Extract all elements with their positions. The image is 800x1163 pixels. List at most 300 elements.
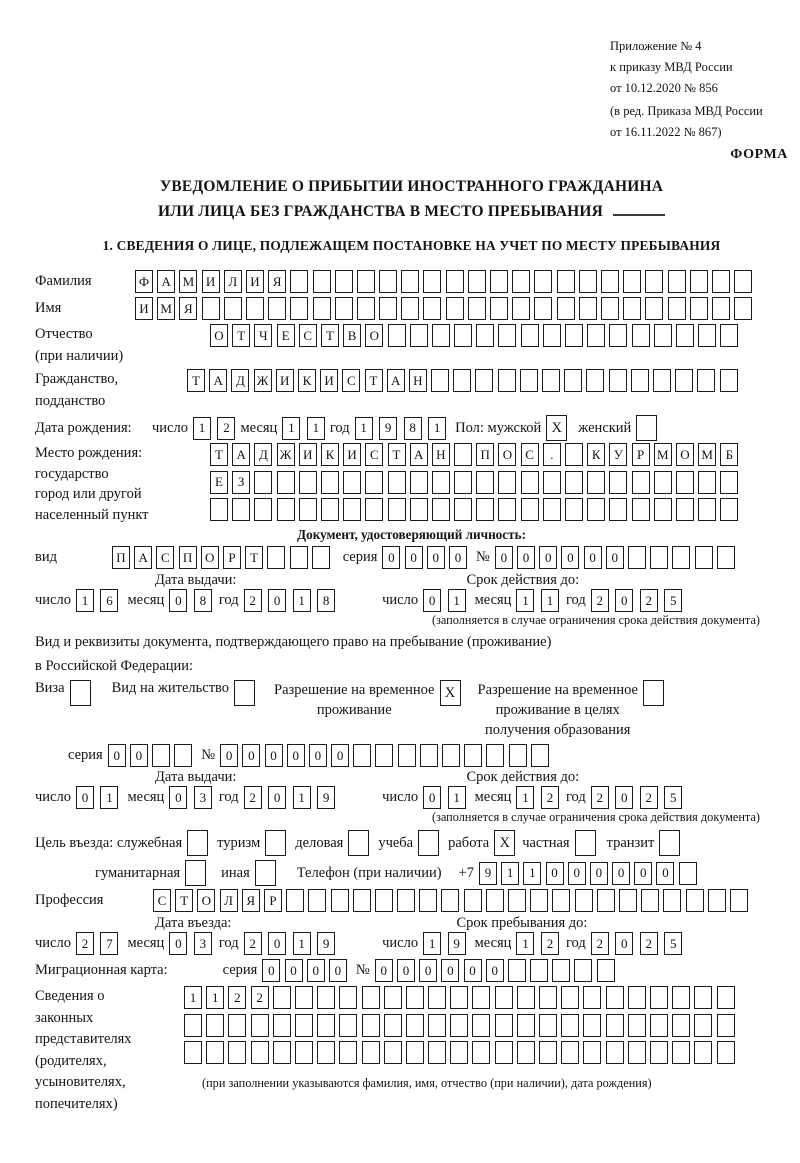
entry-year-cells-cell[interactable]: 1 (293, 932, 311, 955)
birth-year-cells-cell[interactable]: 1 (428, 417, 446, 440)
representatives-cells-1-cell[interactable] (339, 986, 357, 1009)
profession-cells-cell[interactable]: Я (242, 889, 260, 912)
patronymic-cells-cell[interactable] (543, 324, 561, 347)
migration-number-cells-cell[interactable]: 0 (486, 959, 504, 982)
permit-valid-day-cells-cell[interactable]: 0 (423, 786, 441, 809)
birthplace-cells-1-cell[interactable]: А (232, 443, 250, 466)
doc-type-cells-cell[interactable]: Р (223, 546, 241, 569)
birthplace-cells-3-cell[interactable] (277, 498, 295, 521)
birth-day-cells-cell[interactable]: 1 (193, 417, 211, 440)
profession-cells-cell[interactable] (686, 889, 704, 912)
permit-number-cells-cell[interactable]: 0 (331, 744, 349, 767)
representatives-cells-1-cell[interactable] (450, 986, 468, 1009)
representatives-cells-1-cell[interactable] (694, 986, 712, 1009)
representatives-cells-2-cell[interactable] (295, 1014, 313, 1037)
representatives-cells-3-cell[interactable] (273, 1041, 291, 1064)
permit-number-cells-cell[interactable] (353, 744, 371, 767)
representatives-cells-2-cell[interactable] (450, 1014, 468, 1037)
birthplace-cells-2-cell[interactable] (676, 471, 694, 494)
citizenship-cells-cell[interactable]: Т (187, 369, 205, 392)
birthplace-cells-1-cell[interactable]: Т (388, 443, 406, 466)
profession-cells-cell[interactable] (353, 889, 371, 912)
citizenship-cells-cell[interactable] (720, 369, 738, 392)
patronymic-cells-cell[interactable] (476, 324, 494, 347)
purpose-humanitarian-checkbox[interactable] (185, 860, 206, 886)
givenname-cells-cell[interactable] (690, 297, 708, 320)
permit-number-cells-cell[interactable] (375, 744, 393, 767)
surname-cells-cell[interactable] (534, 270, 552, 293)
migration-series-cells-cell[interactable]: 0 (307, 959, 325, 982)
profession-cells-cell[interactable] (597, 889, 615, 912)
doc-series-cells-cell[interactable]: 0 (427, 546, 445, 569)
permit-valid-year-cells-cell[interactable]: 2 (640, 786, 658, 809)
representatives-cells-3-cell[interactable] (583, 1041, 601, 1064)
permit-number-cells-cell[interactable] (509, 744, 527, 767)
citizenship-cells-cell[interactable] (631, 369, 649, 392)
entry-year-cells-cell[interactable]: 9 (317, 932, 335, 955)
citizenship-cells-cell[interactable] (475, 369, 493, 392)
citizenship-cells-cell[interactable] (586, 369, 604, 392)
representatives-cells-3-cell[interactable] (184, 1041, 202, 1064)
patronymic-cells-cell[interactable]: О (365, 324, 383, 347)
representatives-cells-1-cell[interactable] (717, 986, 735, 1009)
patronymic-cells-cell[interactable] (498, 324, 516, 347)
migration-number-cells-cell[interactable]: 0 (397, 959, 415, 982)
birthplace-cells-2-cell[interactable] (632, 471, 650, 494)
citizenship-cells-cell[interactable]: И (320, 369, 338, 392)
representatives-cells-2-cell[interactable] (495, 1014, 513, 1037)
doc-issue-day-cells-cell[interactable]: 6 (100, 589, 118, 612)
doc-issue-month-cells-cell[interactable]: 8 (194, 589, 212, 612)
citizenship-cells-cell[interactable] (431, 369, 449, 392)
migration-number-cells-cell[interactable]: 0 (464, 959, 482, 982)
doc-issue-year-cells-cell[interactable]: 2 (244, 589, 262, 612)
citizenship-cells-cell[interactable] (675, 369, 693, 392)
birthplace-cells-2-cell[interactable] (299, 471, 317, 494)
representatives-cells-2-cell[interactable] (472, 1014, 490, 1037)
birthplace-cells-2-cell[interactable]: Е (210, 471, 228, 494)
representatives-cells-3-cell[interactable] (672, 1041, 690, 1064)
birth-year-cells-cell[interactable]: 1 (355, 417, 373, 440)
profession-cells-cell[interactable] (641, 889, 659, 912)
birthplace-cells-3-cell[interactable] (321, 498, 339, 521)
surname-cells-cell[interactable] (401, 270, 419, 293)
representatives-cells-1-cell[interactable] (317, 986, 335, 1009)
permit-number-cells-cell[interactable] (464, 744, 482, 767)
representatives-cells-1-cell[interactable]: 2 (228, 986, 246, 1009)
representatives-cells-3-cell[interactable] (428, 1041, 446, 1064)
representatives-cells-1-cell[interactable] (606, 986, 624, 1009)
birthplace-cells-3-cell[interactable] (454, 498, 472, 521)
profession-cells-cell[interactable] (331, 889, 349, 912)
birthplace-cells-3-cell[interactable] (232, 498, 250, 521)
surname-cells-cell[interactable] (290, 270, 308, 293)
doc-issue-year-cells-cell[interactable]: 8 (317, 589, 335, 612)
givenname-cells-cell[interactable] (712, 297, 730, 320)
representatives-cells-1-cell[interactable]: 1 (184, 986, 202, 1009)
birthplace-cells-2-cell[interactable] (543, 471, 561, 494)
surname-cells-cell[interactable]: И (202, 270, 220, 293)
permit-number-cells-cell[interactable]: 0 (309, 744, 327, 767)
birth-year-cells-cell[interactable]: 9 (379, 417, 397, 440)
permit-valid-month-cells-cell[interactable]: 2 (541, 786, 559, 809)
purpose-official-checkbox[interactable] (187, 830, 208, 856)
doc-type-cells-cell[interactable]: П (112, 546, 130, 569)
permit-number-cells-cell[interactable]: 0 (220, 744, 238, 767)
doc-number-cells-cell[interactable]: 0 (606, 546, 624, 569)
surname-cells-cell[interactable]: М (179, 270, 197, 293)
doc-number-cells-cell[interactable]: 0 (517, 546, 535, 569)
representatives-cells-3-cell[interactable] (495, 1041, 513, 1064)
permit-valid-year-cells-cell[interactable]: 5 (664, 786, 682, 809)
birthplace-cells-1-cell[interactable]: Н (432, 443, 450, 466)
migration-number-cells-cell[interactable] (530, 959, 548, 982)
surname-cells-cell[interactable]: Ф (135, 270, 153, 293)
representatives-cells-1-cell[interactable] (406, 986, 424, 1009)
birthplace-cells-3-cell[interactable] (343, 498, 361, 521)
permit-series-cells-cell[interactable] (152, 744, 170, 767)
doc-valid-year-cells-cell[interactable]: 2 (591, 589, 609, 612)
doc-type-cells-cell[interactable]: П (179, 546, 197, 569)
permit-number-cells-cell[interactable] (531, 744, 549, 767)
givenname-cells-cell[interactable] (313, 297, 331, 320)
doc-issue-day-cells-cell[interactable]: 1 (76, 589, 94, 612)
permit-issue-year-cells-cell[interactable]: 0 (268, 786, 286, 809)
representatives-cells-2-cell[interactable] (384, 1014, 402, 1037)
birthplace-cells-3-cell[interactable] (698, 498, 716, 521)
representatives-cells-1-cell[interactable] (561, 986, 579, 1009)
citizenship-cells-cell[interactable] (520, 369, 538, 392)
permit-number-cells-cell[interactable] (486, 744, 504, 767)
doc-valid-month-cells-cell[interactable]: 1 (541, 589, 559, 612)
doc-issue-year-cells-cell[interactable]: 1 (293, 589, 311, 612)
migration-number-cells-cell[interactable]: 0 (419, 959, 437, 982)
profession-cells-cell[interactable] (308, 889, 326, 912)
doc-type-cells-cell[interactable]: Т (245, 546, 263, 569)
representatives-cells-3-cell[interactable] (717, 1041, 735, 1064)
entry-month-cells-cell[interactable]: 3 (194, 932, 212, 955)
surname-cells-cell[interactable]: А (157, 270, 175, 293)
birthplace-cells-2-cell[interactable] (321, 471, 339, 494)
representatives-cells-1-cell[interactable] (295, 986, 313, 1009)
birthplace-cells-3-cell[interactable] (609, 498, 627, 521)
birthplace-cells-1-cell[interactable]: А (410, 443, 428, 466)
givenname-cells-cell[interactable]: М (157, 297, 175, 320)
patronymic-cells-cell[interactable] (654, 324, 672, 347)
stay-year-cells-cell[interactable]: 5 (664, 932, 682, 955)
doc-valid-year-cells-cell[interactable]: 0 (615, 589, 633, 612)
profession-cells-cell[interactable] (508, 889, 526, 912)
birthplace-cells-3-cell[interactable] (299, 498, 317, 521)
representatives-cells-3-cell[interactable] (539, 1041, 557, 1064)
surname-cells-cell[interactable] (712, 270, 730, 293)
birthplace-cells-3-cell[interactable] (432, 498, 450, 521)
surname-cells-cell[interactable] (734, 270, 752, 293)
birthplace-cells-3-cell[interactable] (587, 498, 605, 521)
birthplace-cells-3-cell[interactable] (521, 498, 539, 521)
representatives-cells-3-cell[interactable] (517, 1041, 535, 1064)
givenname-cells-cell[interactable] (246, 297, 264, 320)
patronymic-cells-cell[interactable]: Е (277, 324, 295, 347)
entry-day-cells-cell[interactable]: 2 (76, 932, 94, 955)
citizenship-cells-cell[interactable]: Ж (254, 369, 272, 392)
representatives-cells-1-cell[interactable] (583, 986, 601, 1009)
phone-cells-cell[interactable]: 0 (568, 862, 586, 885)
birthplace-cells-3-cell[interactable] (210, 498, 228, 521)
birthplace-cells-1-cell[interactable]: Д (254, 443, 272, 466)
doc-valid-month-cells-cell[interactable]: 1 (516, 589, 534, 612)
permit-issue-month-cells-cell[interactable]: 3 (194, 786, 212, 809)
profession-cells-cell[interactable] (486, 889, 504, 912)
citizenship-cells-cell[interactable]: Т (365, 369, 383, 392)
givenname-cells-cell[interactable] (557, 297, 575, 320)
profession-cells-cell[interactable] (375, 889, 393, 912)
givenname-cells-cell[interactable] (202, 297, 220, 320)
birthplace-cells-1-cell[interactable]: С (365, 443, 383, 466)
patronymic-cells-cell[interactable] (676, 324, 694, 347)
representatives-cells-2-cell[interactable] (694, 1014, 712, 1037)
doc-type-cells-cell[interactable] (312, 546, 330, 569)
citizenship-cells-cell[interactable]: К (298, 369, 316, 392)
permit-number-cells-cell[interactable] (398, 744, 416, 767)
stay-month-cells-cell[interactable]: 2 (541, 932, 559, 955)
profession-cells-cell[interactable]: Р (264, 889, 282, 912)
doc-number-cells-cell[interactable] (695, 546, 713, 569)
birthplace-cells-1-cell[interactable]: К (587, 443, 605, 466)
birth-day-cells-cell[interactable]: 2 (217, 417, 235, 440)
citizenship-cells-cell[interactable] (609, 369, 627, 392)
citizenship-cells-cell[interactable] (564, 369, 582, 392)
surname-cells-cell[interactable] (690, 270, 708, 293)
surname-cells-cell[interactable] (423, 270, 441, 293)
representatives-cells-2-cell[interactable] (606, 1014, 624, 1037)
purpose-other-checkbox[interactable] (255, 860, 276, 886)
birthplace-cells-3-cell[interactable] (498, 498, 516, 521)
birthplace-cells-1-cell[interactable]: Р (632, 443, 650, 466)
birthplace-cells-3-cell[interactable] (720, 498, 738, 521)
givenname-cells-cell[interactable] (668, 297, 686, 320)
birthplace-cells-1-cell[interactable]: И (343, 443, 361, 466)
doc-number-cells-cell[interactable]: 0 (495, 546, 513, 569)
representatives-cells-3-cell[interactable] (406, 1041, 424, 1064)
patronymic-cells-cell[interactable] (432, 324, 450, 347)
givenname-cells-cell[interactable] (645, 297, 663, 320)
doc-number-cells-cell[interactable] (717, 546, 735, 569)
profession-cells-cell[interactable] (575, 889, 593, 912)
representatives-cells-2-cell[interactable] (428, 1014, 446, 1037)
profession-cells-cell[interactable] (441, 889, 459, 912)
birthplace-cells-2-cell[interactable] (254, 471, 272, 494)
patronymic-cells-cell[interactable]: Т (321, 324, 339, 347)
birthplace-cells-3-cell[interactable] (632, 498, 650, 521)
representatives-cells-3-cell[interactable] (295, 1041, 313, 1064)
phone-cells-cell[interactable]: 0 (634, 862, 652, 885)
surname-cells-cell[interactable] (335, 270, 353, 293)
patronymic-cells-cell[interactable] (565, 324, 583, 347)
profession-cells-cell[interactable] (730, 889, 748, 912)
phone-cells-cell[interactable]: 9 (479, 862, 497, 885)
representatives-cells-1-cell[interactable]: 2 (251, 986, 269, 1009)
birthplace-cells-2-cell[interactable] (365, 471, 383, 494)
surname-cells-cell[interactable]: Я (268, 270, 286, 293)
permit-issue-day-cells-cell[interactable]: 1 (100, 786, 118, 809)
birthplace-cells-1-cell[interactable]: П (476, 443, 494, 466)
birthplace-cells-1-cell[interactable] (454, 443, 472, 466)
citizenship-cells-cell[interactable]: А (209, 369, 227, 392)
birthplace-cells-3-cell[interactable] (676, 498, 694, 521)
patronymic-cells-cell[interactable]: С (299, 324, 317, 347)
birthplace-cells-1-cell[interactable]: К (321, 443, 339, 466)
representatives-cells-3-cell[interactable] (384, 1041, 402, 1064)
migration-number-cells-cell[interactable]: 0 (441, 959, 459, 982)
doc-valid-year-cells-cell[interactable]: 2 (640, 589, 658, 612)
citizenship-cells-cell[interactable]: А (387, 369, 405, 392)
patronymic-cells-cell[interactable] (410, 324, 428, 347)
stay-month-cells-cell[interactable]: 1 (516, 932, 534, 955)
stay-year-cells-cell[interactable]: 0 (615, 932, 633, 955)
representatives-cells-3-cell[interactable] (606, 1041, 624, 1064)
representatives-cells-2-cell[interactable] (517, 1014, 535, 1037)
representatives-cells-3-cell[interactable] (472, 1041, 490, 1064)
surname-cells-cell[interactable] (601, 270, 619, 293)
birthplace-cells-1-cell[interactable]: Б (720, 443, 738, 466)
representatives-cells-1-cell[interactable]: 1 (206, 986, 224, 1009)
birthplace-cells-1-cell[interactable]: . (543, 443, 561, 466)
givenname-cells-cell[interactable] (335, 297, 353, 320)
birthplace-cells-2-cell[interactable]: З (232, 471, 250, 494)
stay-year-cells-cell[interactable]: 2 (640, 932, 658, 955)
birthplace-cells-3-cell[interactable] (365, 498, 383, 521)
citizenship-cells-cell[interactable] (542, 369, 560, 392)
purpose-study-checkbox[interactable] (418, 830, 439, 856)
representatives-cells-2-cell[interactable] (184, 1014, 202, 1037)
doc-number-cells-cell[interactable] (628, 546, 646, 569)
doc-issue-year-cells-cell[interactable]: 0 (268, 589, 286, 612)
entry-year-cells-cell[interactable]: 0 (268, 932, 286, 955)
doc-series-cells-cell[interactable]: 0 (449, 546, 467, 569)
birthplace-cells-3-cell[interactable] (476, 498, 494, 521)
patronymic-cells-cell[interactable] (609, 324, 627, 347)
patronymic-cells-cell[interactable] (720, 324, 738, 347)
representatives-cells-2-cell[interactable] (628, 1014, 646, 1037)
birthplace-cells-1-cell[interactable]: О (498, 443, 516, 466)
representatives-cells-2-cell[interactable] (717, 1014, 735, 1037)
doc-number-cells-cell[interactable]: 0 (584, 546, 602, 569)
phone-cells-cell[interactable]: 0 (612, 862, 630, 885)
patronymic-cells-cell[interactable]: О (210, 324, 228, 347)
birthplace-cells-2-cell[interactable] (498, 471, 516, 494)
representatives-cells-3-cell[interactable] (362, 1041, 380, 1064)
doc-valid-year-cells-cell[interactable]: 5 (664, 589, 682, 612)
patronymic-cells-cell[interactable] (632, 324, 650, 347)
representatives-cells-1-cell[interactable] (539, 986, 557, 1009)
givenname-cells-cell[interactable] (290, 297, 308, 320)
profession-cells-cell[interactable] (530, 889, 548, 912)
temp-residence-edu-checkbox[interactable] (643, 680, 664, 706)
representatives-cells-1-cell[interactable] (628, 986, 646, 1009)
citizenship-cells-cell[interactable]: И (276, 369, 294, 392)
representatives-cells-3-cell[interactable] (628, 1041, 646, 1064)
profession-cells-cell[interactable] (552, 889, 570, 912)
surname-cells-cell[interactable] (468, 270, 486, 293)
profession-cells-cell[interactable]: Т (175, 889, 193, 912)
representatives-cells-1-cell[interactable] (517, 986, 535, 1009)
surname-cells-cell[interactable] (668, 270, 686, 293)
profession-cells-cell[interactable] (663, 889, 681, 912)
givenname-cells-cell[interactable] (534, 297, 552, 320)
profession-cells-cell[interactable] (708, 889, 726, 912)
representatives-cells-3-cell[interactable] (317, 1041, 335, 1064)
birthplace-cells-2-cell[interactable] (565, 471, 583, 494)
representatives-cells-2-cell[interactable] (672, 1014, 690, 1037)
representatives-cells-1-cell[interactable] (472, 986, 490, 1009)
citizenship-cells-cell[interactable] (498, 369, 516, 392)
givenname-cells-cell[interactable]: Я (179, 297, 197, 320)
givenname-cells-cell[interactable] (512, 297, 530, 320)
givenname-cells-cell[interactable] (357, 297, 375, 320)
representatives-cells-3-cell[interactable] (206, 1041, 224, 1064)
representatives-cells-1-cell[interactable] (428, 986, 446, 1009)
patronymic-cells-cell[interactable] (521, 324, 539, 347)
profession-cells-cell[interactable] (619, 889, 637, 912)
representatives-cells-1-cell[interactable] (384, 986, 402, 1009)
citizenship-cells-cell[interactable] (453, 369, 471, 392)
citizenship-cells-cell[interactable]: Д (231, 369, 249, 392)
representatives-cells-3-cell[interactable] (251, 1041, 269, 1064)
givenname-cells-cell[interactable] (601, 297, 619, 320)
birthplace-cells-2-cell[interactable] (277, 471, 295, 494)
birthplace-cells-1-cell[interactable]: М (698, 443, 716, 466)
permit-issue-month-cells-cell[interactable]: 0 (169, 786, 187, 809)
doc-type-cells-cell[interactable]: А (134, 546, 152, 569)
sex-female-checkbox[interactable] (636, 415, 657, 441)
doc-number-cells-cell[interactable]: 0 (561, 546, 579, 569)
representatives-cells-2-cell[interactable] (362, 1014, 380, 1037)
birthplace-cells-2-cell[interactable] (698, 471, 716, 494)
birthplace-cells-2-cell[interactable] (476, 471, 494, 494)
doc-series-cells-cell[interactable]: 0 (382, 546, 400, 569)
birthplace-cells-1-cell[interactable]: У (609, 443, 627, 466)
purpose-work-checkbox[interactable]: X (494, 830, 515, 856)
doc-number-cells-cell[interactable]: 0 (539, 546, 557, 569)
profession-cells-cell[interactable]: С (153, 889, 171, 912)
doc-type-cells-cell[interactable] (267, 546, 285, 569)
givenname-cells-cell[interactable] (490, 297, 508, 320)
permit-number-cells-cell[interactable] (442, 744, 460, 767)
profession-cells-cell[interactable]: Л (220, 889, 238, 912)
birthplace-cells-2-cell[interactable] (654, 471, 672, 494)
birthplace-cells-2-cell[interactable] (454, 471, 472, 494)
givenname-cells-cell[interactable] (579, 297, 597, 320)
birthplace-cells-3-cell[interactable] (543, 498, 561, 521)
surname-cells-cell[interactable] (579, 270, 597, 293)
residence-permit-checkbox[interactable] (234, 680, 255, 706)
representatives-cells-3-cell[interactable] (561, 1041, 579, 1064)
representatives-cells-3-cell[interactable] (228, 1041, 246, 1064)
representatives-cells-1-cell[interactable] (495, 986, 513, 1009)
permit-issue-year-cells-cell[interactable]: 1 (293, 786, 311, 809)
representatives-cells-1-cell[interactable] (362, 986, 380, 1009)
surname-cells-cell[interactable] (446, 270, 464, 293)
migration-series-cells-cell[interactable]: 0 (329, 959, 347, 982)
doc-series-cells-cell[interactable]: 0 (405, 546, 423, 569)
givenname-cells-cell[interactable] (224, 297, 242, 320)
birthplace-cells-1-cell[interactable]: И (299, 443, 317, 466)
givenname-cells-cell[interactable]: И (135, 297, 153, 320)
stay-day-cells-cell[interactable]: 9 (448, 932, 466, 955)
purpose-tourism-checkbox[interactable] (265, 830, 286, 856)
permit-series-cells-cell[interactable]: 0 (108, 744, 126, 767)
